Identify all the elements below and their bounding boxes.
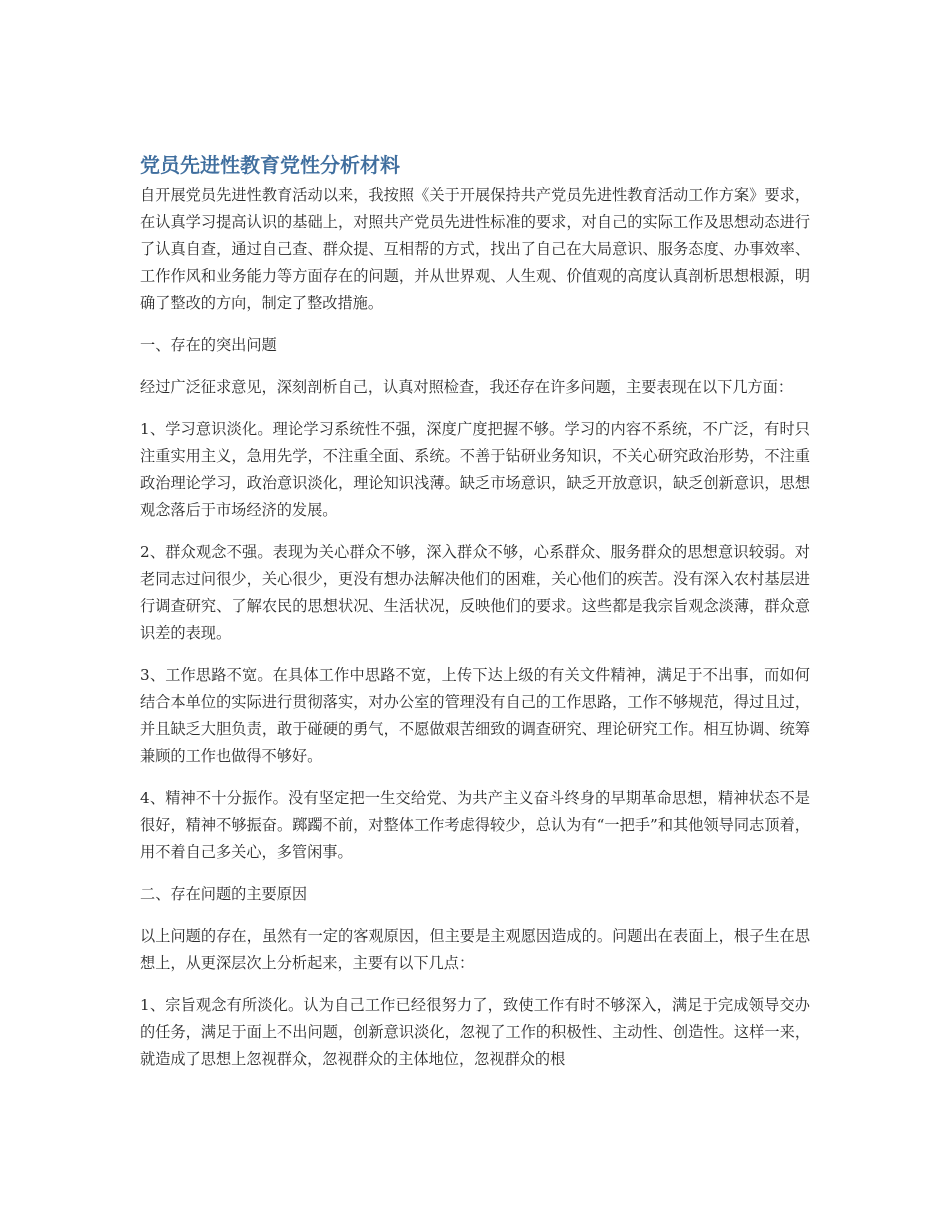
section-1-heading: 一、存在的突出问题: [140, 336, 277, 354]
intro-paragraph: 自开展党员先进性教育活动以来，我按照《关于开展保持共产党员先进性教育活动工作方案》要求，在认真学习提高认识的基础上，对照共产党员先进性标准的要求，对自己的实际工作及思想动态进行了认真自查，通过自己查、群众提、互相帮的方式，找出了自己在大局意识、服务态度、办事效率、工作作风和业务能力等方面存在的问题，并从世界观、人生观、价值观的高度认真剖析思想根源，明确了整改的方向，制定了整改措施。: [140, 186, 810, 312]
section-1-item: 3、工作思路不宽。在具体工作中思路不宽，上传下达上级的有关文件精神，满足于不出事，而如何结合本单位的实际进行贯彻落实，对办公室的管理没有自己的工作思路，工作不够规范，得过且过，并且缺乏大胆负责，敢于碰硬的勇气，不愿做艰苦细致的调查研究、理论研究工作。相互协调、统筹兼顾的工作也做得不够好。: [140, 666, 810, 765]
section-2-lead: 以上问题的存在，虽然有一定的客观原因，但主要是主观愿因造成的。问题出在表面上，根子生在思想上，从更深层次上分析起来，主要有以下几点：: [140, 927, 810, 972]
section-1-lead: 经过广泛征求意见，深刻剖析自己，认真对照检查，我还存在许多问题，主要表现在以下几方面：: [140, 378, 794, 396]
section-1-item: 4、精神不十分振作。没有坚定把一生交给党、为共产主义奋斗终身的早期革命思想，精神状态不是很好，精神不够振奋。踯躅不前，对整体工作考虑得较少，总认为有“一把手”和其他领导同志顶着，用不着自己多关心，多管闲事。: [140, 789, 810, 861]
document-title: 党员先进性教育党性分析材料: [140, 153, 400, 177]
section-1-item: 2、群众观念不强。表现为关心群众不够，深入群众不够，心系群众、服务群众的思想意识较弱。对老同志过问很少，关心很少，更没有想办法解决他们的困难，关心他们的疾苦。没有深入农村基层进行调查研究、了解农民的思想状况、生活状况，反映他们的要求。这些都是我宗旨观念淡薄，群众意识差的表现。: [140, 543, 810, 642]
section-2-heading: 二、存在问题的主要原因: [140, 885, 308, 903]
section-2-item: 1、宗旨观念有所淡化。认为自己工作已经很努力了，致使工作有时不够深入，满足于完成领导交办的任务，满足于面上不出问题，创新意识淡化，忽视了工作的积极性、主动性、创造性。这样一来，就造成了思想上忽视群众，忽视群众的主体地位，忽视群众的根: [140, 996, 810, 1068]
section-1-item: 1、学习意识淡化。理论学习系统性不强，深度广度把握不够。学习的内容不系统，不广泛，有时只注重实用主义，急用先学，不注重全面、系统。不善于钻研业务知识，不关心研究政治形势，不注重政治理论学习，政治意识淡化，理论知识浅薄。缺乏市场意识，缺乏开放意识，缺乏创新意识，思想观念落后于市场经济的发展。: [140, 420, 810, 519]
document-body: [140, 148, 810, 1088]
